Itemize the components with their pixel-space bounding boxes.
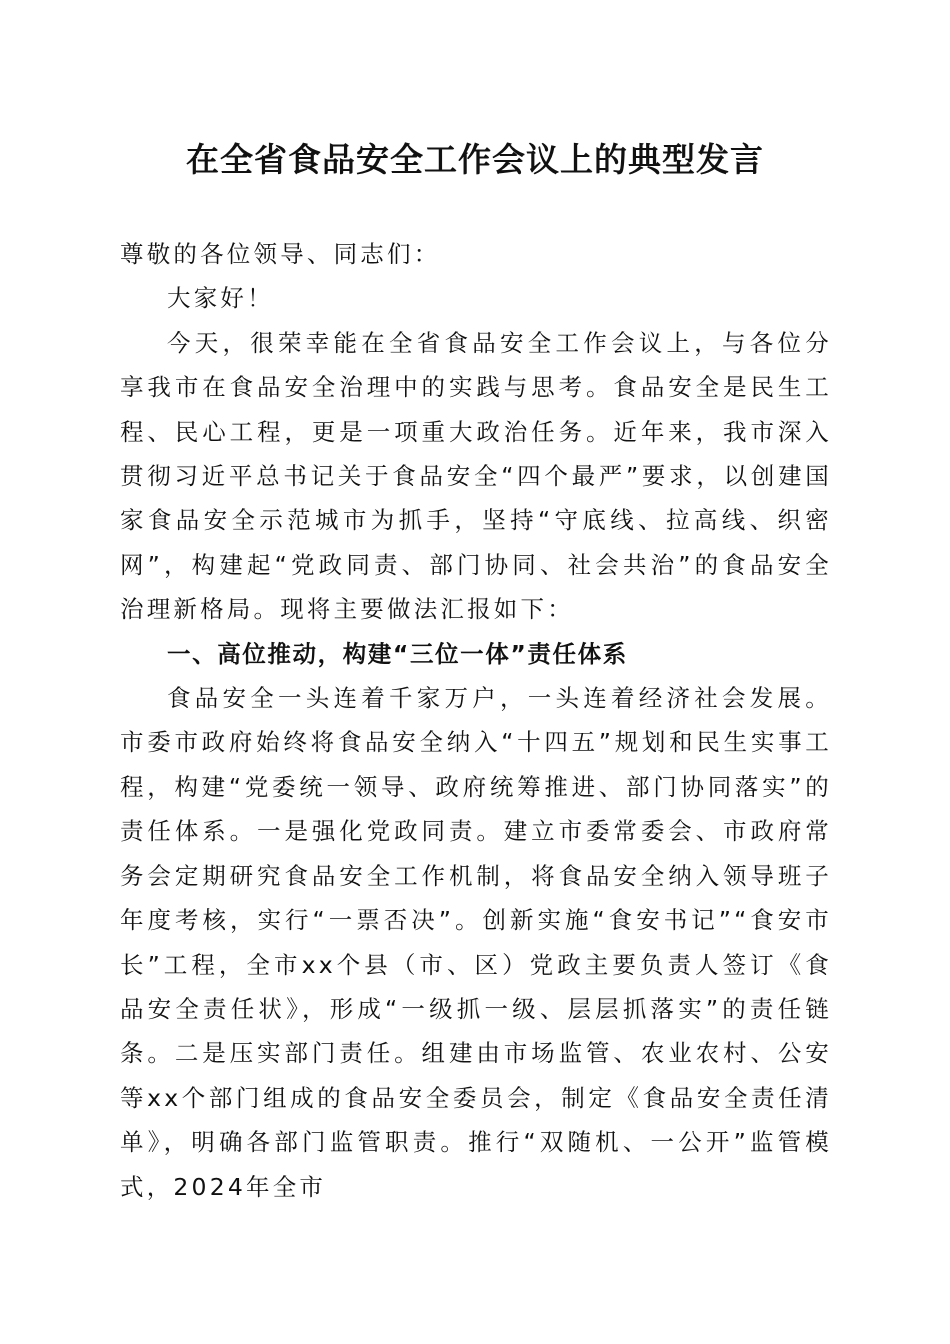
section-heading-1: 一、高位推动，构建“三位一体”责任体系	[167, 639, 628, 668]
salutation: 尊敬的各位领导、同志们：	[120, 240, 441, 268]
section-body-1: 食品安全一头连着千家万户，一头连着经济社会发展。市委市政府始终将食品安全纳入“十四五”规划和民生实事工程，构建“党委统一领导、政府统筹推进、部门协同落实”的责任体系。一是强化党政同责。建立市委常委会、市政府常务会定期研究食品安全工作机制，将食品安全纳入领导班子年度考核，实行“一票否决”。创新实施“食安书记”“食安市长”工程，全市xx个县（市、区）党政主要负责人签订《食品安全责任状》，形成“一级抓一级、层层抓落实”的责任链条。二是压实部门责任。组建由市场监管、农业农村、公安等xx个部门组成的食品安全委员会，制定《食品安全责任清单》，明确各部门监管职责。推行“双随机、一公开”监管模式，2024年全市	[120, 684, 832, 1201]
greeting: 大家好！	[167, 284, 274, 313]
document-body	[120, 232, 832, 1209]
intro-paragraph: 今天，很荣幸能在全省食品安全工作会议上，与各位分享我市在食品安全治理中的实践与思考。食品安全是民生工程、民心工程，更是一项重大政治任务。近年来，我市深入贯彻习近平总书记关于食品安全“四个最严”要求，以创建国家食品安全示范城市为抓手，坚持“守底线、拉高线、织密网”，构建起“党政同责、部门协同、社会共治”的食品安全治理新格局。现将主要做法汇报如下：	[120, 328, 832, 624]
document-title: 在全省食品安全工作会议上的典型发言	[186, 140, 764, 179]
